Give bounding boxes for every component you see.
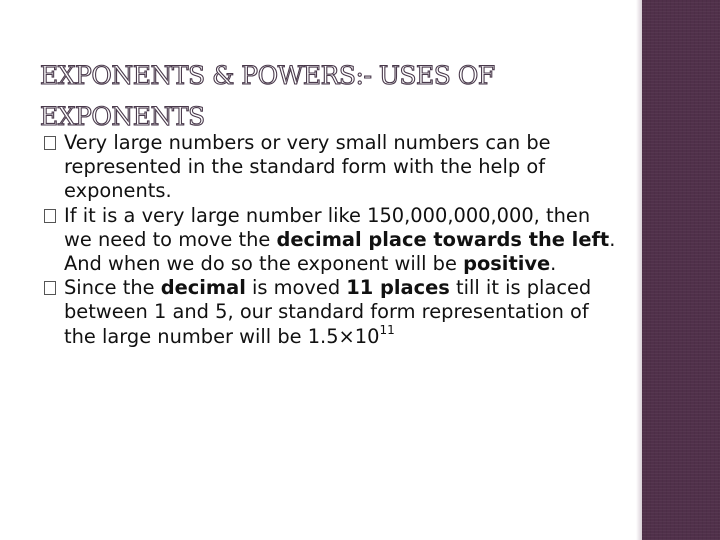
bullet-text-emphasis: decimal place towards the left	[276, 227, 610, 251]
bullet-item	[44, 131, 624, 204]
bullet-text-emphasis: positive	[463, 252, 551, 276]
formula-base: 1.5×10	[307, 324, 380, 348]
bullet-text: is moved	[245, 276, 347, 300]
bullet-text: large numbers or very small numbers can be represented in the	[64, 131, 551, 179]
box-bullet-icon	[44, 209, 56, 223]
bullet-text: till it is placed between 1 and 5, our standard form representation of the large number will be	[64, 276, 592, 348]
box-bullet-icon	[44, 281, 56, 295]
bullet-text: Since the	[64, 276, 161, 300]
bullet-list	[44, 131, 624, 349]
box-bullet-icon	[44, 136, 56, 150]
slide-title: EXPONENTS & POWERS:- USES OF EXPONENTS	[40, 61, 495, 131]
bullet-text: exponents	[64, 179, 166, 203]
bullet-text: .	[165, 179, 172, 203]
decorative-side-bar	[642, 0, 720, 540]
bullet-text: standard	[249, 155, 336, 179]
bullet-text: . And when we do so the exponent will be	[64, 227, 616, 276]
bullet-item	[44, 276, 624, 349]
formula-exponent: 11	[379, 322, 395, 337]
bullet-text: .	[550, 252, 557, 276]
bullet-item	[44, 204, 624, 277]
bullet-text-emphasis: decimal	[160, 276, 246, 300]
bullet-text: If it is a very large number like 150,000,000,000, then we need to move the	[64, 203, 591, 251]
bullet-text-emphasis: 11 places	[346, 276, 450, 300]
bullet-text: form with the help of	[335, 155, 546, 179]
bullet-text: Very	[64, 131, 114, 154]
